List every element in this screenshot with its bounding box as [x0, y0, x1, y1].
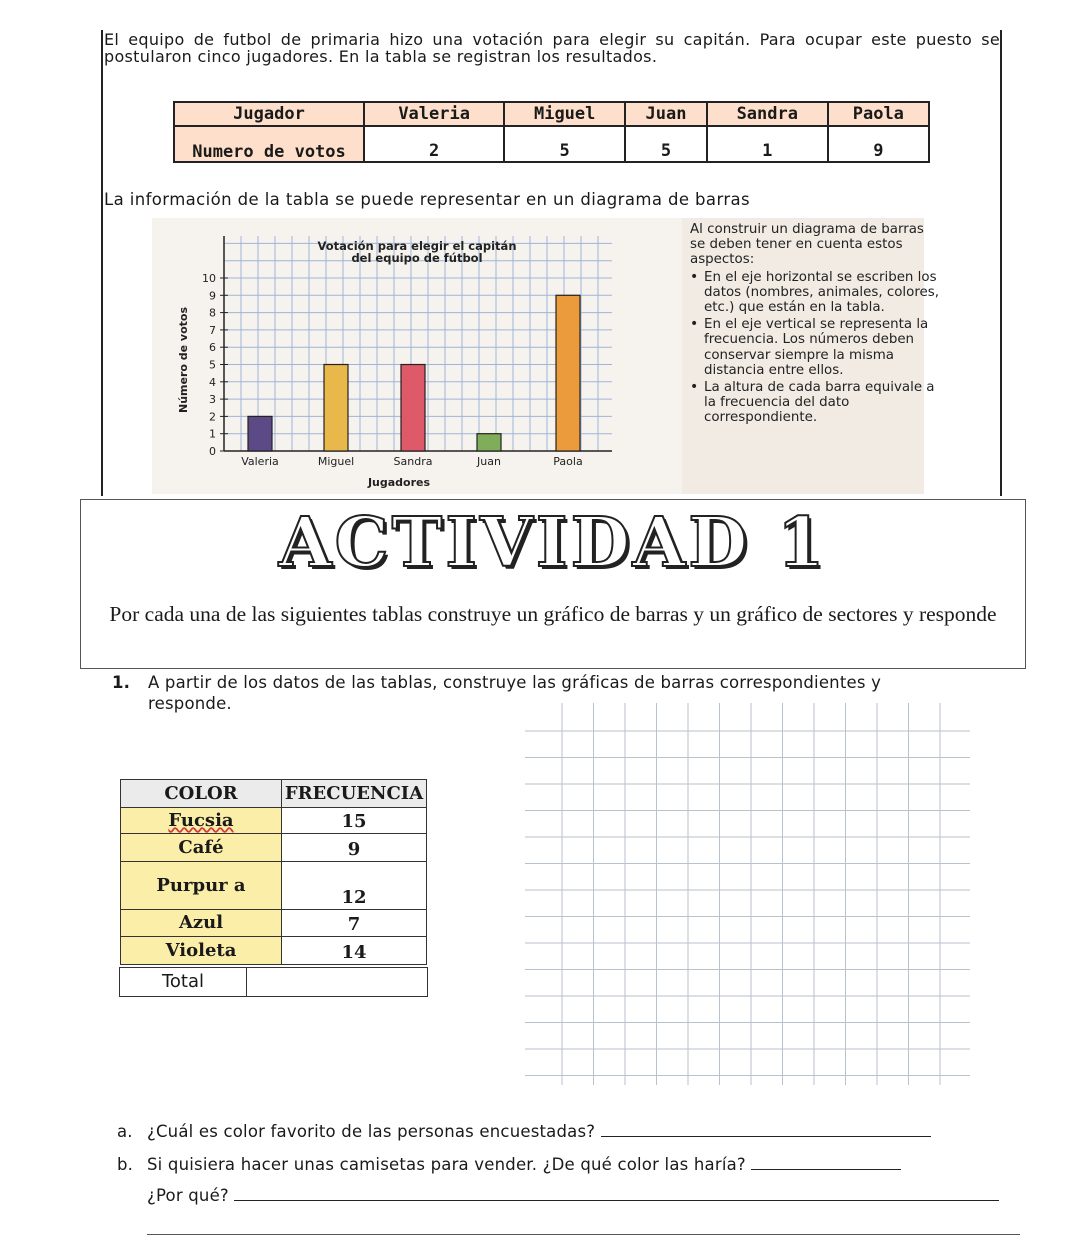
frequency-header: FRECUENCIA — [282, 780, 427, 808]
votes-header-label: Jugador — [174, 102, 364, 126]
total-value-field[interactable] — [248, 968, 427, 996]
x-tick-label: Juan — [477, 455, 501, 468]
chart-title-line-2: del equipo de fútbol — [351, 251, 483, 265]
votes-table — [173, 101, 930, 163]
y-tick-label: 5 — [209, 358, 216, 372]
color-cell: Azul — [121, 910, 282, 937]
vote-count: 5 — [625, 126, 707, 162]
y-tick-label: 1 — [209, 427, 216, 441]
vote-bar-chart — [152, 218, 682, 494]
color-frequency-table — [120, 779, 427, 965]
note-bullet: • La altura de cada barra equivale a la frecuencia del dato correspondiente. — [690, 380, 940, 426]
player-name: Valeria — [364, 102, 504, 126]
y-tick-label: 9 — [209, 289, 216, 303]
question-1-number: 1. — [112, 673, 131, 692]
question-why-text: ¿Por qué? — [147, 1186, 229, 1205]
question-a — [117, 1122, 931, 1141]
vote-count: 9 — [828, 126, 929, 162]
x-tick-label: Miguel — [317, 455, 355, 468]
question-1-line1: A partir de los datos de las tablas, construye las gráficas de barras correspondientes y — [148, 673, 882, 692]
votes-row-label: Numero de votos — [174, 126, 364, 162]
y-tick-label: 0 — [209, 445, 216, 458]
answer-a-line[interactable] — [601, 1122, 931, 1137]
blank-grid[interactable] — [525, 703, 975, 1090]
vote-count: 1 — [707, 126, 828, 162]
bar — [401, 365, 425, 452]
answer-b-line[interactable] — [751, 1155, 901, 1170]
frequency-cell: 15 — [282, 808, 427, 834]
player-name: Juan — [625, 102, 707, 126]
note-bullet: • En el eje horizontal se escriben los datos (nombres, animales, colores, etc.) que están en la tabla. — [690, 270, 940, 316]
y-axis-label: Número de votos — [177, 306, 190, 414]
bar-chart-panel — [152, 218, 682, 494]
color-name: Fucsia — [168, 809, 234, 831]
x-axis-label: Jugadores — [367, 476, 431, 489]
frequency-cell: 9 — [282, 834, 427, 862]
intro-paragraph: El equipo de futbol de primaria hizo una votación para elegir su capitán. Para ocupar este puesto se postularon cinco jugadores. En la tabla se registran los resultados. — [104, 30, 1000, 66]
bar — [324, 365, 348, 452]
info-line: La información de la tabla se puede representar en un diagrama de barras — [104, 190, 751, 209]
bar-chart-note — [690, 222, 940, 428]
color-cell — [121, 808, 282, 834]
frame-left-line — [101, 30, 103, 496]
question-b-label: b. — [117, 1155, 134, 1174]
player-name: Sandra — [707, 102, 828, 126]
note-intro: Al construir un diagrama de barras se deben tener en cuenta estos aspectos: — [690, 222, 924, 268]
frequency-cell: 7 — [282, 910, 427, 937]
frequency-cell: 12 — [282, 862, 427, 910]
question-b-text: Si quisiera hacer unas camisetas para vender. ¿De qué color las haría? — [147, 1155, 746, 1174]
x-tick-label: Sandra — [393, 455, 433, 468]
bar — [477, 434, 501, 451]
x-tick-label: Paola — [553, 455, 583, 468]
note-bullet: • En el eje vertical se representa la frecuencia. Los números deben conservar siempre la misma distancia entre ellos. — [690, 317, 940, 378]
y-tick-label: 3 — [209, 393, 216, 407]
chart-title-line-1: Votación para elegir el capitán — [317, 239, 517, 253]
color-header: COLOR — [121, 780, 282, 808]
color-cell: Café — [121, 834, 282, 862]
question-a-text: ¿Cuál es color favorito de las personas encuestadas? — [147, 1122, 596, 1141]
answer-why-line-2[interactable] — [147, 1234, 1020, 1235]
total-label: Total — [120, 968, 247, 996]
color-cell: Purpur a — [121, 862, 282, 910]
activity-description: Por cada una de las siguientes tablas construye un gráfico de barras y un gráfico de sectores y responde — [109, 602, 997, 626]
question-1-line2: responde. — [148, 694, 232, 713]
answer-why-line[interactable] — [234, 1186, 999, 1201]
question-b — [117, 1155, 901, 1174]
y-tick-label: 4 — [209, 375, 216, 389]
question-a-label: a. — [117, 1122, 133, 1141]
y-tick-label: 8 — [209, 306, 216, 320]
y-tick-label: 6 — [209, 341, 216, 355]
player-name: Paola — [828, 102, 929, 126]
x-tick-label: Valeria — [241, 455, 279, 468]
y-tick-label: 2 — [209, 410, 216, 424]
vote-count: 2 — [364, 126, 504, 162]
bar — [556, 295, 580, 451]
frequency-cell: 14 — [282, 937, 427, 965]
frame-right-line — [1000, 30, 1002, 496]
vote-count: 5 — [504, 126, 625, 162]
y-tick-label: 7 — [209, 323, 216, 337]
player-name: Miguel — [504, 102, 625, 126]
bar — [248, 416, 272, 451]
color-cell: Violeta — [121, 937, 282, 965]
total-row — [119, 967, 428, 997]
question-why — [147, 1186, 999, 1205]
activity-title: ACTIVIDAD 1 — [278, 503, 828, 583]
y-tick-label: 10 — [202, 272, 216, 285]
